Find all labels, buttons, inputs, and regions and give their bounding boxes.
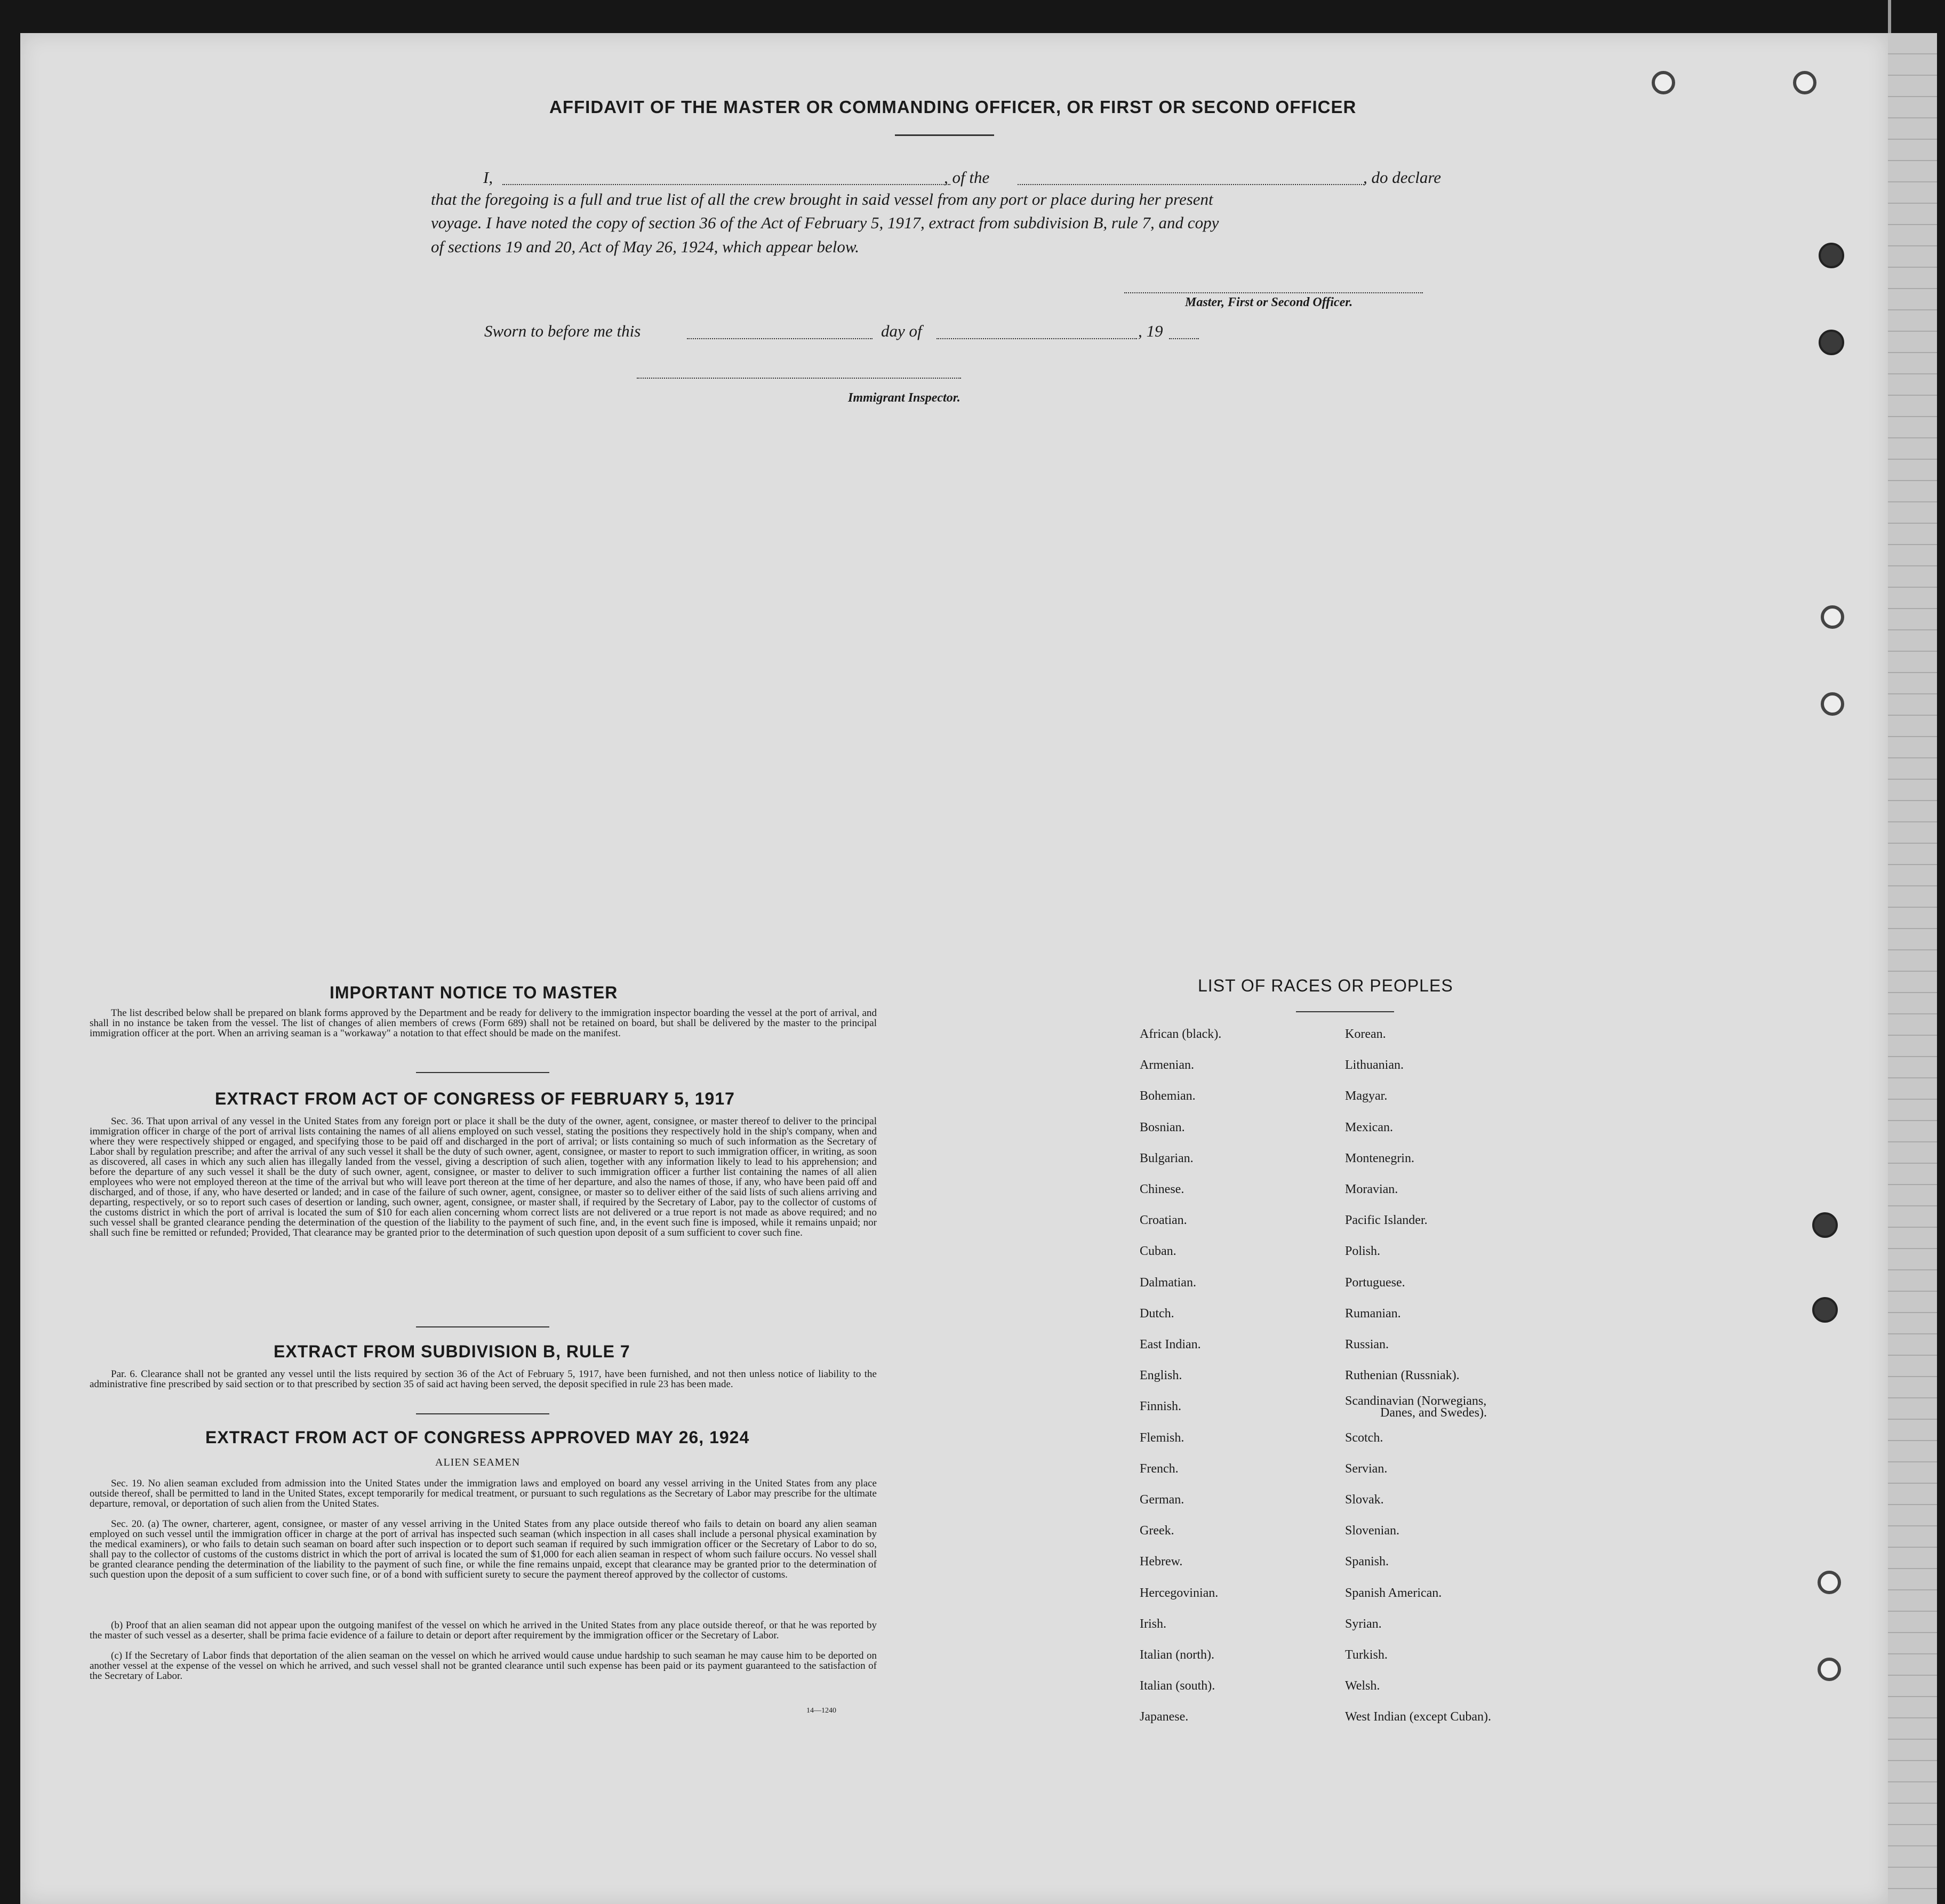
race-item: Italian (north).	[1140, 1648, 1214, 1662]
section-divider	[416, 1326, 549, 1327]
master-signature-label: Master, First or Second Officer.	[1185, 295, 1353, 309]
affidavit-i: I,	[483, 168, 493, 187]
extract-1924-sec20a: Sec. 20. (a) The owner, charterer, agent, consignee, or master of any vessel arriving in the United States from any place outside thereof who fails to detain on board any alien seaman employed on such vessel until the immigration officer in charge at the port of arrival has inspected such seaman (which inspection in all cases shall include a personal physical examination by the medical examiners), or who fails to detain such seaman on board after such inspection or to deport such seaman if required by such immigration officer or the Secretary of Labor to do so, shall pay to the collector of customs of the customs district in which the port of arrival is located the sum of $1,000 for each alien seaman in respect of whom such failure occurs. No vessel shall be granted clearance pending the determination of the liability to the payment of such fine, or while the fine remains unpaid, except that clearance may be granted prior to the determination of such question upon the deposit of a sum sufficient to cover such fine, or of a bond with sufficient surety to secure the payment thereof approved by the collector of customs.	[90, 1518, 877, 1580]
binder-hole	[1793, 71, 1816, 94]
affidavit-line-4: of sections 19 and 20, Act of May 26, 1924, which appear below.	[431, 237, 860, 256]
sworn-year-prefix: , 19	[1138, 322, 1163, 340]
race-item: Dalmatian.	[1140, 1276, 1196, 1290]
race-item: Scandinavian (Norwegians,	[1345, 1394, 1487, 1408]
extract-1917-body: Sec. 36. That upon arrival of any vessel in the United States from any foreign port or place it shall be the duty of the owner, agent, consignee, or master thereof to deliver to the principal immigration officer in charge of the port of arrival lists containing the names of all aliens employed on such vessel, stating the positions they respectively hold in the ship's company, when and where they were respectively shipped or engaged, and specifying those to be paid off and discharged in the port of arrival; or lists containing so much of such information as the Secretary of Labor shall by regulation prescribe; and after the arrival of any such vessel it shall be the duty of such owner, agent, consignee, or master to report to such immigration officer, in writing, as soon as discovered, all cases in which any such alien has illegally landed from the vessel, giving a description of such alien, together with any information likely to lead to his apprehension; and before the departure of any such vessel it shall be the duty of such owner, agent, consignee, or master to deliver to such immigration officer a further list containing the names of all alien employees who were not employed thereon at the time of the arrival but who will leave port thereon at the time of her departure, and also the names of those, if any, who have been paid off and discharged, and of those, if any, who have deserted or landed; and in case of the failure of such owner, agent, consignee, or master so to deliver either of the said lists of such aliens arriving and departing, respectively, or so to report such cases of desertion or landing, such owner, agent, consignee, or master shall, if required by the Secretary of Labor, pay to the collector of customs of the customs district in which the port of arrival is located the sum of $10 for each alien concerning whom correct lists are not delivered or a true report is not made as above required; and no such vessel shall be granted clearance pending the determination of the question of the liability to the payment of such fine, and, in the event such fine is imposed, while it remains unpaid; nor shall such fine be remitted or refunded; Provided, That clearance may be granted prior to the determination of such question upon deposit of a sum sufficient to cover such fine.	[90, 1116, 877, 1238]
race-item: Flemish.	[1140, 1431, 1184, 1445]
race-item: Welsh.	[1345, 1679, 1380, 1693]
notice-body: The list described below shall be prepared on blank forms approved by the Department and be ready for delivery to the immigration inspector boarding the vessel at the port of arrival, and shall in no instance be taken from the vessel. The list of changes of alien members of crews (Form 689) shall not be retained on board, but shall be delivered by the master to the principal immigration officer at the port. When an arriving seaman is a "workaway" a notation to that effect should be made on the manifest.	[90, 1007, 877, 1039]
race-item: Italian (south).	[1140, 1679, 1215, 1693]
signature-blank	[1124, 292, 1423, 293]
alien-seamen-subtitle: ALIEN SEAMEN	[435, 1457, 521, 1468]
races-title: LIST OF RACES OR PEOPLES	[1198, 976, 1453, 995]
binder-hole	[1819, 330, 1844, 355]
affidavit-line-3: voyage. I have noted the copy of section 36 of the Act of February 5, 1917, extract from subdivision B, rule 7, and copy	[431, 213, 1219, 232]
notice-title: IMPORTANT NOTICE TO MASTER	[330, 983, 618, 1002]
form-number: 14—1240	[806, 1707, 836, 1715]
sworn-prefix: Sworn to before me this	[484, 322, 641, 340]
section-divider	[416, 1413, 549, 1414]
race-item: Slovenian.	[1345, 1524, 1399, 1538]
affidavit-of-the: , of the	[944, 168, 990, 187]
race-item: Korean.	[1345, 1027, 1386, 1041]
extract-1924-sec20c: (c) If the Secretary of Labor finds that deportation of the alien seaman on the vessel on which he arrived would cause undue hardship to such seaman he may cause him to be deported on another vessel at the expense of the vessel on which he arrived, and such vessel shall not be granted clearance until such expense has been paid or its payment guaranteed to the satisfaction of the Secretary of Labor.	[90, 1650, 877, 1682]
extract-1917-title: EXTRACT FROM ACT OF CONGRESS OF FEBRUARY 5, 1917	[215, 1089, 735, 1108]
race-item: Pacific Islander.	[1345, 1213, 1428, 1227]
sworn-month-blank	[937, 338, 1137, 339]
races-divider	[1296, 1011, 1394, 1012]
race-item: Bulgarian.	[1140, 1151, 1194, 1165]
extract-1924-sec20b: (b) Proof that an alien seaman did not appear upon the outgoing manifest of the vessel on which he arrived in the United States from any place outside thereof, or that he was reported by the master of such vessel as a deserter, shall be prima facie evidence of a failure to detain or deport after requirement by the immigration officer or the Secretary of Labor.	[90, 1620, 877, 1641]
race-item: West Indian (except Cuban).	[1345, 1710, 1491, 1724]
binder-hole	[1821, 605, 1844, 629]
binder-hole	[1818, 1658, 1841, 1681]
race-item: Slovak.	[1345, 1493, 1384, 1507]
race-item: Greek.	[1140, 1524, 1174, 1538]
race-item: English.	[1140, 1369, 1182, 1382]
binder-hole	[1812, 1212, 1838, 1238]
extract-1924-sec19: Sec. 19. No alien seaman excluded from admission into the United States under the immigration laws and employed on board any vessel arriving in the United States from any place outside thereof, shall be permitted to land in the United States, except temporarily for medical treatment, or pursuant to such regulations as the Secretary of Labor may prescribe for the ultimate departure, removal, or deportation of such alien from the United States.	[90, 1478, 877, 1509]
vessel-blank	[1018, 184, 1364, 185]
inspector-label: Immigrant Inspector.	[848, 391, 961, 405]
race-item: Scotch.	[1345, 1431, 1383, 1445]
section-divider	[416, 1072, 549, 1073]
race-item: Turkish.	[1345, 1648, 1388, 1662]
race-item: Finnish.	[1140, 1399, 1182, 1413]
race-item: Polish.	[1345, 1244, 1381, 1258]
race-item: Montenegrin.	[1345, 1151, 1414, 1165]
race-item: French.	[1140, 1462, 1179, 1476]
extract-rule7-body: Par. 6. Clearance shall not be granted any vessel until the lists required by section 36 of the Act of February 5, 1917, have been furnished, and not then unless notice of liability to the administrative fine prescribed by said section or to that prescribed by section 35 of said act having been served, the deposit specified in rule 23 has been made.	[90, 1369, 877, 1390]
race-item: Russian.	[1345, 1338, 1389, 1351]
title-divider	[895, 134, 994, 136]
race-item: Syrian.	[1345, 1617, 1382, 1631]
race-item: Cuban.	[1140, 1244, 1176, 1258]
race-item: Bohemian.	[1140, 1089, 1196, 1103]
binder-hole	[1819, 243, 1844, 268]
race-item: Ruthenian (Russniak).	[1345, 1369, 1460, 1382]
binder-hole	[1821, 692, 1844, 716]
race-item: German.	[1140, 1493, 1184, 1507]
race-item: Servian.	[1345, 1462, 1388, 1476]
race-item: Hebrew.	[1140, 1555, 1183, 1569]
race-item: Spanish American.	[1345, 1586, 1442, 1600]
race-scandinavian-continuation: Danes, and Swedes).	[1380, 1406, 1487, 1420]
race-item: East Indian.	[1140, 1338, 1201, 1351]
race-item: Croatian.	[1140, 1213, 1187, 1227]
name-blank	[502, 184, 950, 185]
race-item: Moravian.	[1345, 1182, 1398, 1196]
race-item: Dutch.	[1140, 1307, 1174, 1321]
race-item: African (black).	[1140, 1027, 1222, 1041]
race-item: Magyar.	[1345, 1089, 1388, 1103]
race-item: Rumanian.	[1345, 1307, 1401, 1321]
extract-rule7-title: EXTRACT FROM SUBDIVISION B, RULE 7	[274, 1342, 630, 1361]
race-item: Armenian.	[1140, 1058, 1194, 1072]
sworn-day-blank	[687, 338, 873, 339]
sworn-day-of: day of	[881, 322, 922, 340]
inspector-signature-blank	[637, 378, 961, 379]
affidavit-line-2: that the foregoing is a full and true list of all the crew brought in said vessel from any port or place during her present	[431, 190, 1213, 209]
race-item: Irish.	[1140, 1617, 1166, 1631]
race-item: Chinese.	[1140, 1182, 1184, 1196]
extract-1924-title: EXTRACT FROM ACT OF CONGRESS APPROVED MAY 26, 1924	[205, 1428, 750, 1447]
sworn-year-blank	[1169, 338, 1199, 339]
binder-hole	[1812, 1297, 1838, 1323]
race-item: Bosnian.	[1140, 1121, 1185, 1134]
race-item: Spanish.	[1345, 1555, 1389, 1569]
race-item: Mexican.	[1345, 1121, 1393, 1134]
race-item: Japanese.	[1140, 1710, 1189, 1724]
affidavit-title: AFFIDAVIT OF THE MASTER OR COMMANDING OFFICER, OR FIRST OR SECOND OFFICER	[549, 97, 1357, 117]
race-item: Hercegovinian.	[1140, 1586, 1219, 1600]
affidavit-do-declare: , do declare	[1363, 168, 1442, 187]
race-item: Lithuanian.	[1345, 1058, 1404, 1072]
race-item: Portuguese.	[1345, 1276, 1405, 1290]
binder-hole	[1652, 71, 1675, 94]
binder-hole	[1818, 1571, 1841, 1594]
